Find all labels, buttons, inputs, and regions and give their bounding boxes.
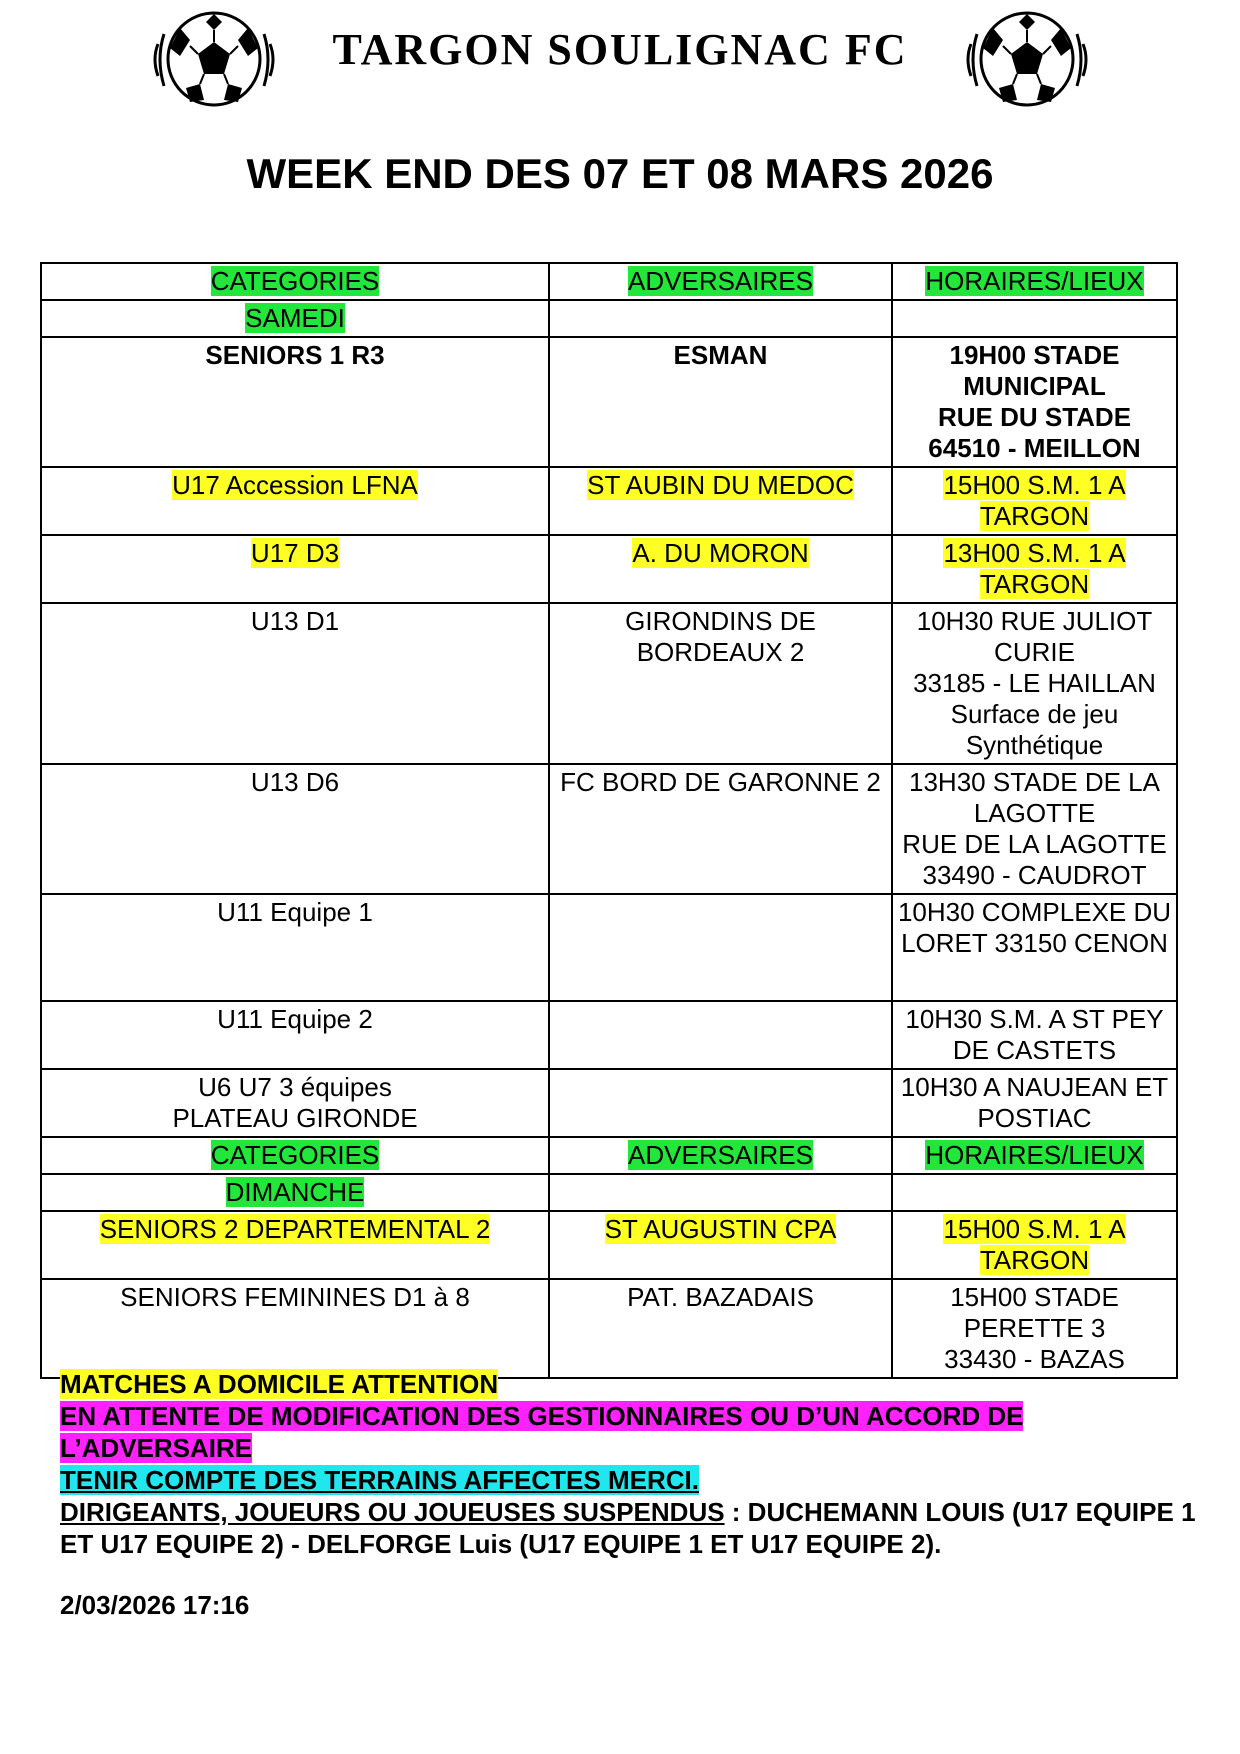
header-row bbox=[41, 1137, 1177, 1174]
table-cell bbox=[892, 1137, 1177, 1174]
table-cell bbox=[892, 467, 1177, 535]
opponent-text: ST AUGUSTIN CPA bbox=[604, 1214, 837, 1244]
table-cell bbox=[549, 764, 892, 894]
opponent-text: ESMAN bbox=[673, 340, 768, 370]
time-location-text: 19H00 STADE MUNICIPAL RUE DU STADE 64510 - MEILLON bbox=[928, 340, 1141, 463]
table-cell bbox=[41, 300, 549, 337]
table-cell bbox=[892, 1069, 1177, 1137]
table-cell bbox=[41, 1069, 549, 1137]
table-row bbox=[41, 894, 1177, 1001]
category-text: U11 Equipe 2 bbox=[217, 1004, 373, 1034]
table-row bbox=[41, 764, 1177, 894]
opponent-text: ST AUBIN DU MEDOC bbox=[587, 470, 854, 500]
club-title: TARGON SOULIGNAC FC bbox=[332, 25, 908, 74]
time-location-text: 10H30 COMPLEXE DU LORET 33150 CENON bbox=[897, 897, 1172, 958]
table-cell bbox=[892, 603, 1177, 764]
timestamp: 2/03/2026 17:16 bbox=[60, 1590, 250, 1620]
category-text: DIMANCHE bbox=[225, 1177, 365, 1207]
time-location-text: 10H30 S.M. A ST PEY DE CASTETS bbox=[905, 1004, 1164, 1065]
category-text: SENIORS 1 R3 bbox=[205, 340, 385, 370]
opponent-text: PAT. BAZADAIS bbox=[627, 1282, 814, 1312]
table-cell bbox=[41, 1001, 549, 1069]
table-cell bbox=[892, 1211, 1177, 1279]
table-cell bbox=[41, 894, 549, 1001]
table-cell bbox=[549, 337, 892, 467]
suspended-label: DIRIGEANTS, JOUEURS OU JOUEUSES SUSPENDUS bbox=[60, 1497, 725, 1527]
table-row bbox=[41, 1279, 1177, 1378]
category-text: CATEGORIES bbox=[210, 266, 380, 296]
opponent-text: ADVERSAIRES bbox=[628, 1140, 813, 1170]
table-row bbox=[41, 337, 1177, 467]
time-location-text: 15H00 S.M. 1 A TARGON bbox=[943, 470, 1126, 531]
opponent-text: FC BORD DE GARONNE 2 bbox=[560, 767, 881, 797]
time-location-text: 10H30 RUE JULIOT CURIE 33185 - LE HAILLAN Surface de jeu Synthétique bbox=[913, 606, 1156, 760]
table-row bbox=[41, 467, 1177, 535]
table-cell bbox=[549, 1211, 892, 1279]
table-row bbox=[41, 1001, 1177, 1069]
table-cell bbox=[41, 603, 549, 764]
table-row bbox=[41, 1069, 1177, 1137]
soccer-ball-icon bbox=[963, 4, 1091, 114]
category-text: U11 Equipe 1 bbox=[217, 897, 373, 927]
table-cell bbox=[41, 1137, 549, 1174]
table-cell bbox=[549, 1137, 892, 1174]
day-row bbox=[41, 300, 1177, 337]
table-cell bbox=[892, 894, 1177, 1001]
table-cell bbox=[41, 467, 549, 535]
time-location-text: 10H30 A NAUJEAN ET POSTIAC bbox=[900, 1072, 1169, 1133]
opponent-text: ADVERSAIRES bbox=[628, 266, 813, 296]
table-cell bbox=[892, 1279, 1177, 1378]
opponent-text: A. DU MORON bbox=[632, 538, 809, 568]
time-location-text: 15H00 STADE PERETTE 3 33430 - BAZAS bbox=[944, 1282, 1125, 1374]
table-cell bbox=[549, 300, 892, 337]
table-cell bbox=[892, 263, 1177, 300]
pending-note: EN ATTENTE DE MODIFICATION DES GESTIONNAIRES OU D’UN ACCORD DE L’ADVERSAIRE bbox=[60, 1401, 1024, 1463]
table-cell bbox=[41, 1279, 549, 1378]
home-matches-note: MATCHES A DOMICILE ATTENTION bbox=[60, 1369, 499, 1399]
category-text: U13 D6 bbox=[250, 767, 340, 797]
category-text: CATEGORIES bbox=[210, 1140, 380, 1170]
table-cell bbox=[549, 1279, 892, 1378]
table-cell bbox=[549, 1069, 892, 1137]
category-text: SENIORS 2 DEPARTEMENTAL 2 bbox=[99, 1214, 491, 1244]
time-location-text: 13H00 S.M. 1 A TARGON bbox=[943, 538, 1126, 599]
table-cell bbox=[549, 467, 892, 535]
fields-note: TENIR COMPTE DES TERRAINS AFFECTES MERCI. bbox=[60, 1465, 699, 1495]
table-cell bbox=[549, 1001, 892, 1069]
category-text: SENIORS FEMININES D1 à 8 bbox=[120, 1282, 470, 1312]
time-location-text: 15H00 S.M. 1 A TARGON bbox=[943, 1214, 1126, 1275]
table-cell bbox=[549, 603, 892, 764]
table-cell bbox=[892, 1001, 1177, 1069]
table-cell bbox=[41, 764, 549, 894]
table-cell bbox=[41, 535, 549, 603]
table-cell bbox=[549, 1174, 892, 1211]
table-cell bbox=[549, 535, 892, 603]
time-location-text: 13H30 STADE DE LA LAGOTTE RUE DE LA LAGOTTE 33490 - CAUDROT bbox=[902, 767, 1167, 890]
table-cell bbox=[41, 1211, 549, 1279]
header-row bbox=[41, 263, 1177, 300]
table-cell bbox=[892, 1174, 1177, 1211]
opponent-text: GIRONDINS DE BORDEAUX 2 bbox=[625, 606, 816, 667]
category-text: U17 Accession LFNA bbox=[172, 470, 418, 500]
table-row bbox=[41, 1211, 1177, 1279]
table-cell bbox=[892, 764, 1177, 894]
suspended-text: : DUCHEMANN LOUIS (U17 EQUIPE 1 ET U17 EQUIPE 2) - DELFORGE Luis (U17 EQUIPE 1 ET U17 EQUIPE 2). bbox=[60, 1497, 1196, 1559]
schedule-table bbox=[40, 262, 1178, 1379]
table-cell bbox=[41, 337, 549, 467]
table-cell bbox=[549, 894, 892, 1001]
day-row bbox=[41, 1174, 1177, 1211]
soccer-ball-icon bbox=[150, 4, 278, 114]
category-text: U17 D3 bbox=[250, 538, 340, 568]
category-text: U6 U7 3 équipes PLATEAU GIRONDE bbox=[172, 1072, 418, 1133]
category-text: U13 D1 bbox=[250, 606, 340, 636]
table-row bbox=[41, 535, 1177, 603]
table-cell bbox=[892, 337, 1177, 467]
page-title: WEEK END DES 07 ET 08 MARS 2026 bbox=[246, 150, 994, 197]
table-row bbox=[41, 603, 1177, 764]
table-cell bbox=[892, 300, 1177, 337]
time-location-text: HORAIRES/LIEUX bbox=[925, 266, 1144, 296]
table-cell bbox=[549, 263, 892, 300]
category-text: SAMEDI bbox=[245, 303, 345, 333]
table-cell bbox=[41, 1174, 549, 1211]
table-cell bbox=[892, 535, 1177, 603]
notes-section bbox=[60, 1368, 1210, 1560]
table-cell bbox=[41, 263, 549, 300]
time-location-text: HORAIRES/LIEUX bbox=[925, 1140, 1144, 1170]
